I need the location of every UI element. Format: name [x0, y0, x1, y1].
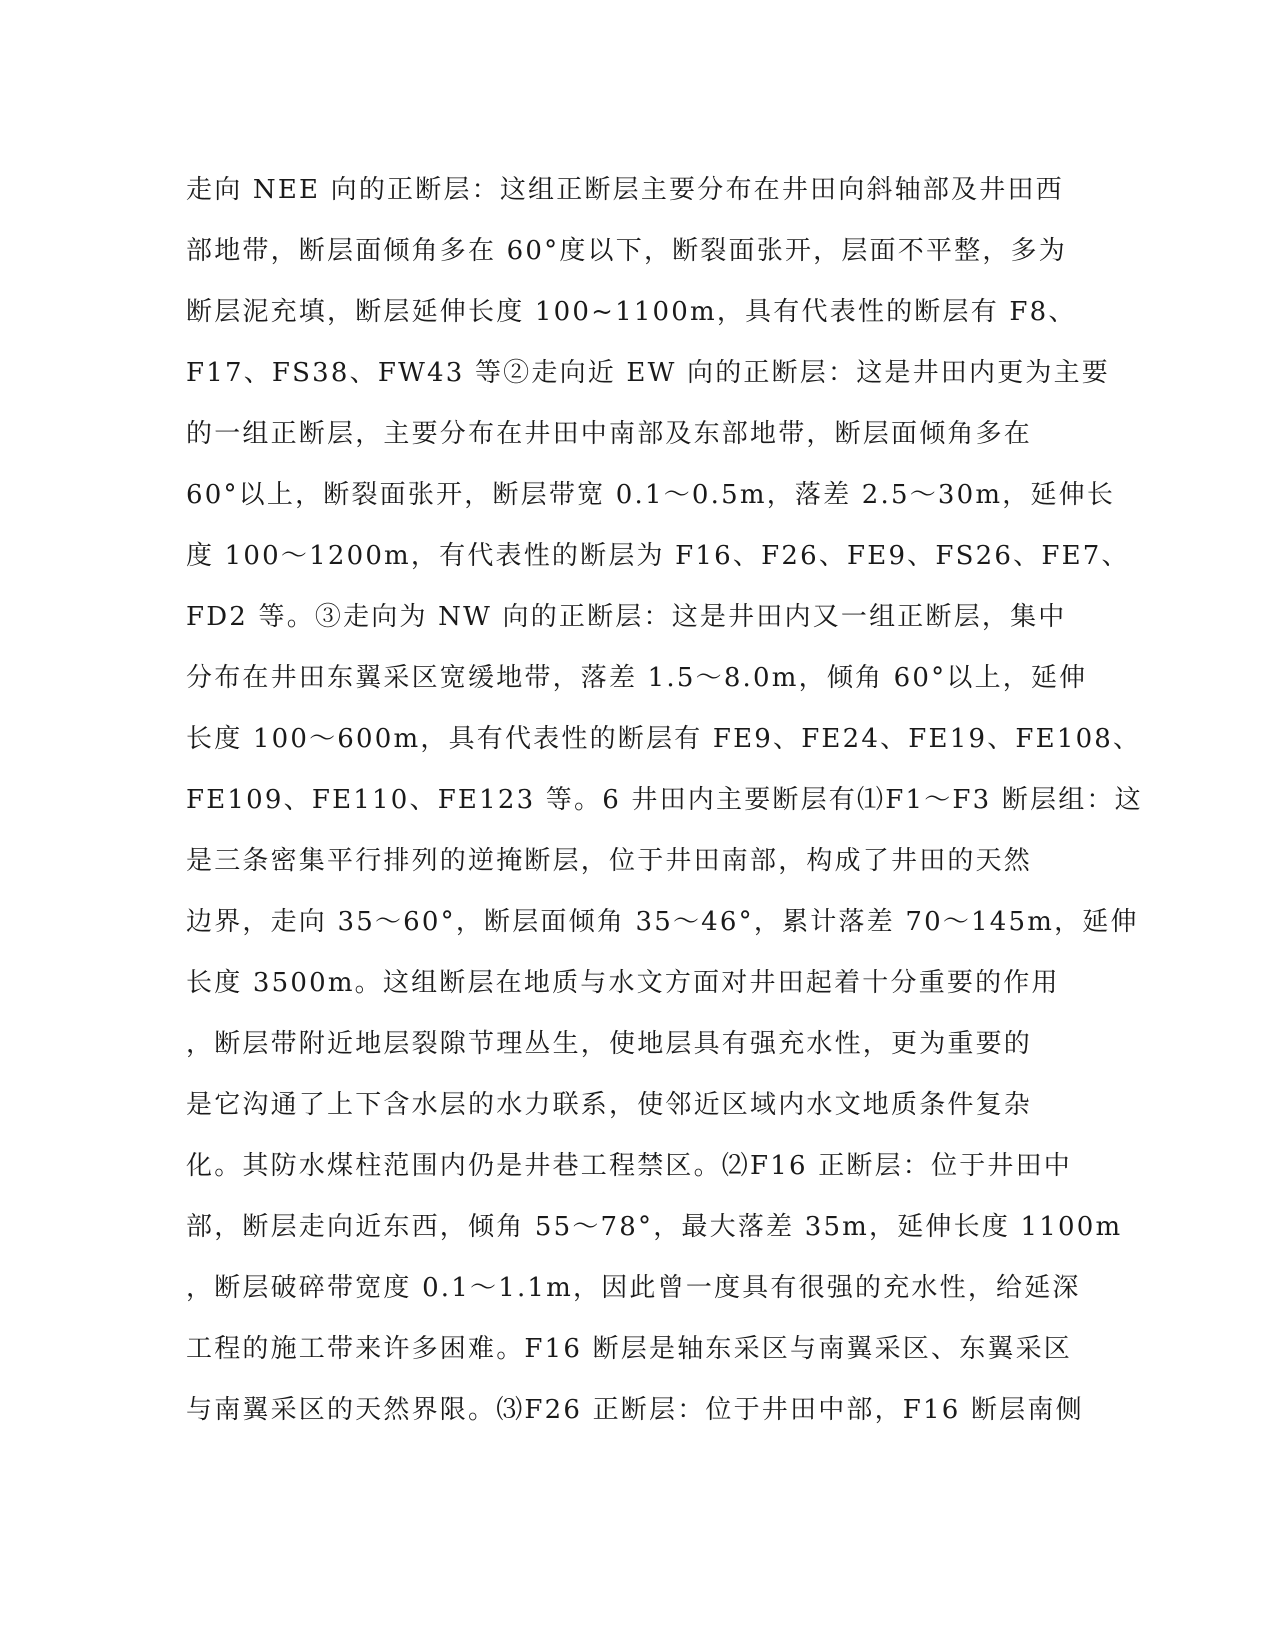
- text-line: 断层泥充填，断层延伸长度 100~1100m，具有代表性的断层有 F8、: [186, 297, 1077, 327]
- text-line: ，断层带附近地层裂隙节理丛生，使地层具有强充水性，更为重要的: [186, 1029, 1033, 1059]
- text-line: 长度 3500m。这组断层在地质与水文方面对井田起着十分重要的作用: [186, 968, 1060, 998]
- text-line: 度 100～1200m，有代表性的断层为 F16、F26、FE9、FS26、FE7、: [186, 541, 1130, 571]
- text-line: 部地带，断层面倾角多在 60°度以下，断裂面张开，层面不平整，多为: [186, 236, 1067, 266]
- text-line: FE109、FE110、FE123 等。6 井田内主要断层有⑴F1～F3 断层组：这: [186, 785, 1143, 815]
- text-line: 是它沟通了上下含水层的水力联系，使邻近区域内水文地质条件复杂: [186, 1090, 1033, 1120]
- text-line: 边界，走向 35～60°，断层面倾角 35～46°，累计落差 70～145m，延伸: [186, 907, 1139, 937]
- text-line: 是三条密集平行排列的逆掩断层，位于井田南部，构成了井田的天然: [186, 846, 1033, 876]
- text-line: 部，断层走向近东西，倾角 55～78°，最大落差 35m，延伸长度 1100m: [186, 1212, 1123, 1242]
- text-line: 的一组正断层，主要分布在井田中南部及东部地带，断层面倾角多在: [186, 419, 1033, 449]
- text-line: 工程的施工带来许多困难。F16 断层是轴东采区与南翼采区、东翼采区: [186, 1334, 1072, 1364]
- text-line: F17、FS38、FW43 等②走向近 EW 向的正断层：这是井田内更为主要: [186, 358, 1111, 388]
- text-line: 走向 NEE 向的正断层：这组正断层主要分布在井田向斜轴部及井田西: [186, 175, 1064, 205]
- text-line: 长度 100～600m，具有代表性的断层有 FE9、FE24、FE19、FE108、: [186, 724, 1142, 754]
- text-line: 化。其防水煤柱范围内仍是井巷工程禁区。⑵F16 正断层：位于井田中: [186, 1151, 1072, 1181]
- text-line: 60°以上，断裂面张开，断层带宽 0.1～0.5m，落差 2.5～30m，延伸长: [186, 480, 1116, 510]
- body-text: [186, 160, 1143, 1441]
- text-line: 与南翼采区的天然界限。⑶F26 正断层：位于井田中部，F16 断层南侧: [186, 1395, 1084, 1425]
- text-line: ，断层破碎带宽度 0.1～1.1m，因此曾一度具有很强的充水性，给延深: [186, 1273, 1081, 1303]
- text-line: 分布在井田东翼采区宽缓地带，落差 1.5～8.0m，倾角 60°以上，延伸: [186, 663, 1088, 693]
- text-line: FD2 等。③走向为 NW 向的正断层：这是井田内又一组正断层，集中: [186, 602, 1067, 632]
